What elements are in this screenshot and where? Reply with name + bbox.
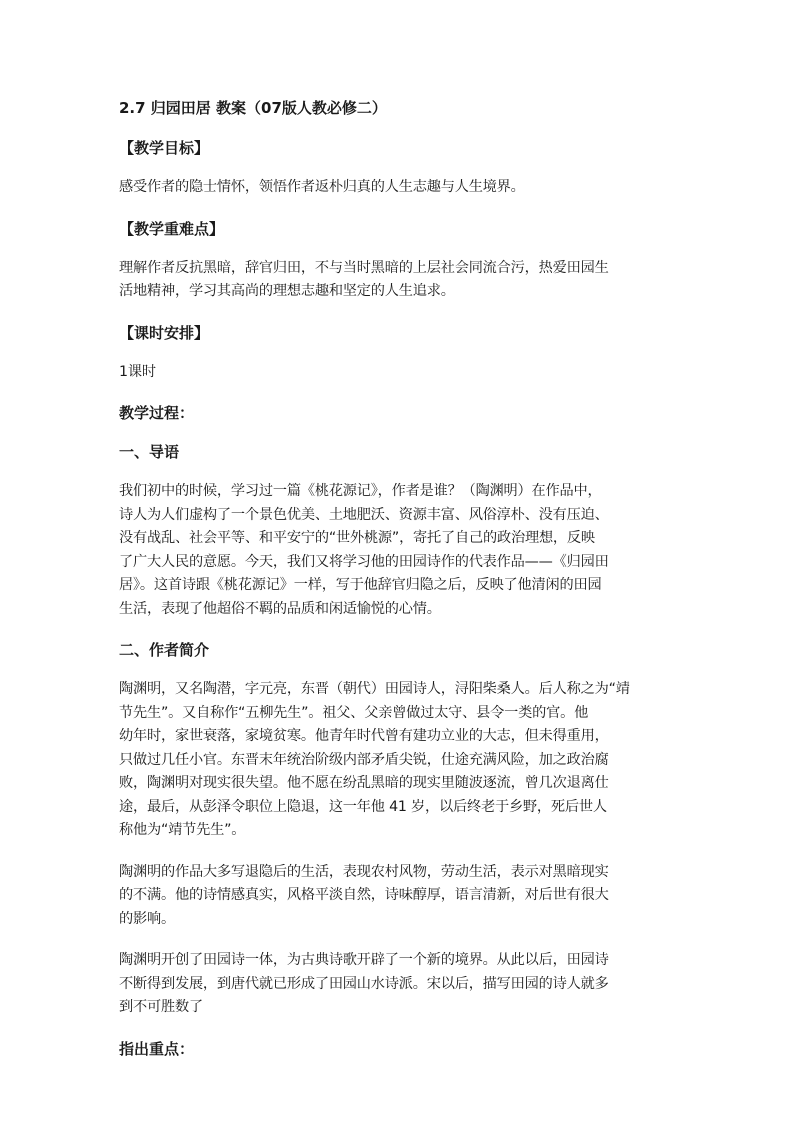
author-p3-line: 不断得到发展，到唐代就已形成了田园山水诗派。宋以后，描写田园的诗人就多 <box>119 975 609 992</box>
goals-text <box>119 176 679 200</box>
author-p1-line: 称他为“靖节先生”。 <box>119 822 246 838</box>
author-p1-line: 败，陶渊明对现实很失望。他不愿在纷乱黑暗的现实里随波逐流，曾几次退离仕 <box>119 775 609 791</box>
schedule-heading: 【课时安排】 <box>119 323 210 342</box>
intro-text <box>119 480 679 621</box>
author-p1-line: 只做过几任小官。东晋末年统治阶级内部矛盾尖锐，仕途充满风险，加之政治腐 <box>119 751 609 768</box>
author-paragraph-3 <box>119 949 679 1020</box>
author-p3-line: 到不可胜数了 <box>119 999 203 1015</box>
intro-line: 没有战乱、社会平等、和平安宁的“世外桃源”，寄托了自己的政治理想，反映 <box>119 530 595 546</box>
author-p2-line: 的不满。他的诗情感真实，风格平淡自然，诗味醇厚，语言清新，对后世有很大 <box>119 887 609 903</box>
author-p2-line: 陶渊明的作品大多写退隐后的生活，表现农村风物，劳动生活，表示对黑暗现实 <box>119 863 609 880</box>
keypoints-line: 活地精神，学习其高尚的理想志趣和坚定的人生追求。 <box>119 283 455 299</box>
keypoints-line: 理解作者反抗黑暗，辞官归田，不与当时黑暗的上层社会同流合污，热爱田园生 <box>119 259 609 276</box>
intro-line: 生活，表现了他超俗不羁的品质和闲适愉悦的心情。 <box>119 600 441 617</box>
keypoints-text <box>119 257 679 304</box>
keypoints-heading: 【教学重难点】 <box>119 219 225 238</box>
intro-line: 诗人为人们虚构了一个景色优美、土地肥沃、资源丰富、风俗淳朴、没有压迫、 <box>119 506 609 523</box>
intro-line: 我们初中的时候，学习过一篇《桃花源记》，作者是谁？（陶渊明）在作品中， <box>119 483 602 499</box>
author-heading: 二、作者简介 <box>119 641 210 659</box>
author-p3-line: 陶渊明开创了田园诗一体，为古典诗歌开辟了一个新的境界。从此以后，田园诗 <box>119 952 609 968</box>
author-paragraph-1 <box>119 678 679 843</box>
intro-heading: 一、导语 <box>119 443 180 461</box>
schedule-line: 1课时 <box>119 363 156 380</box>
author-p2-line: 的影响。 <box>119 910 175 927</box>
intro-line: 居》。这首诗跟《桃花源记》一样，写于他辞官归隐之后，反映了他清闲的田园 <box>119 577 602 593</box>
keypoint-heading: 指出重点： <box>119 1039 195 1058</box>
intro-line: 了广大人民的意愿。今天，我们又将学习他的田园诗作的代表作品——《归园田 <box>119 553 609 570</box>
document-title: 2.7 归园田居 教案（07版人教必修二） <box>119 99 387 117</box>
author-p1-line: 节先生”。又自称作“五柳先生”。祖父、父亲曾做过太守、县令一类的官。他 <box>119 704 589 721</box>
goals-heading: 【教学目标】 <box>119 139 210 157</box>
author-paragraph-2 <box>119 861 679 932</box>
schedule-text <box>119 361 679 385</box>
author-p1-line: 途，最后，从彭泽令职位上隐退，这一年他 41 岁，以后终老于乡野，死后世人 <box>119 798 607 815</box>
author-p1-line: 陶渊明，又名陶潜，字元亮，东晋（朝代）田园诗人，浔阳柴桑人。后人称之为“靖 <box>119 681 630 697</box>
process-heading: 教学过程： <box>119 404 195 422</box>
author-p1-line: 幼年时，家世衰落，家境贫寒。他青年时代曾有建功立业的大志，但未得重用， <box>119 728 609 744</box>
document-page <box>119 97 679 1077</box>
goals-line: 感受作者的隐士情怀，领悟作者返朴归真的人生志趣与人生境界。 <box>119 179 525 195</box>
